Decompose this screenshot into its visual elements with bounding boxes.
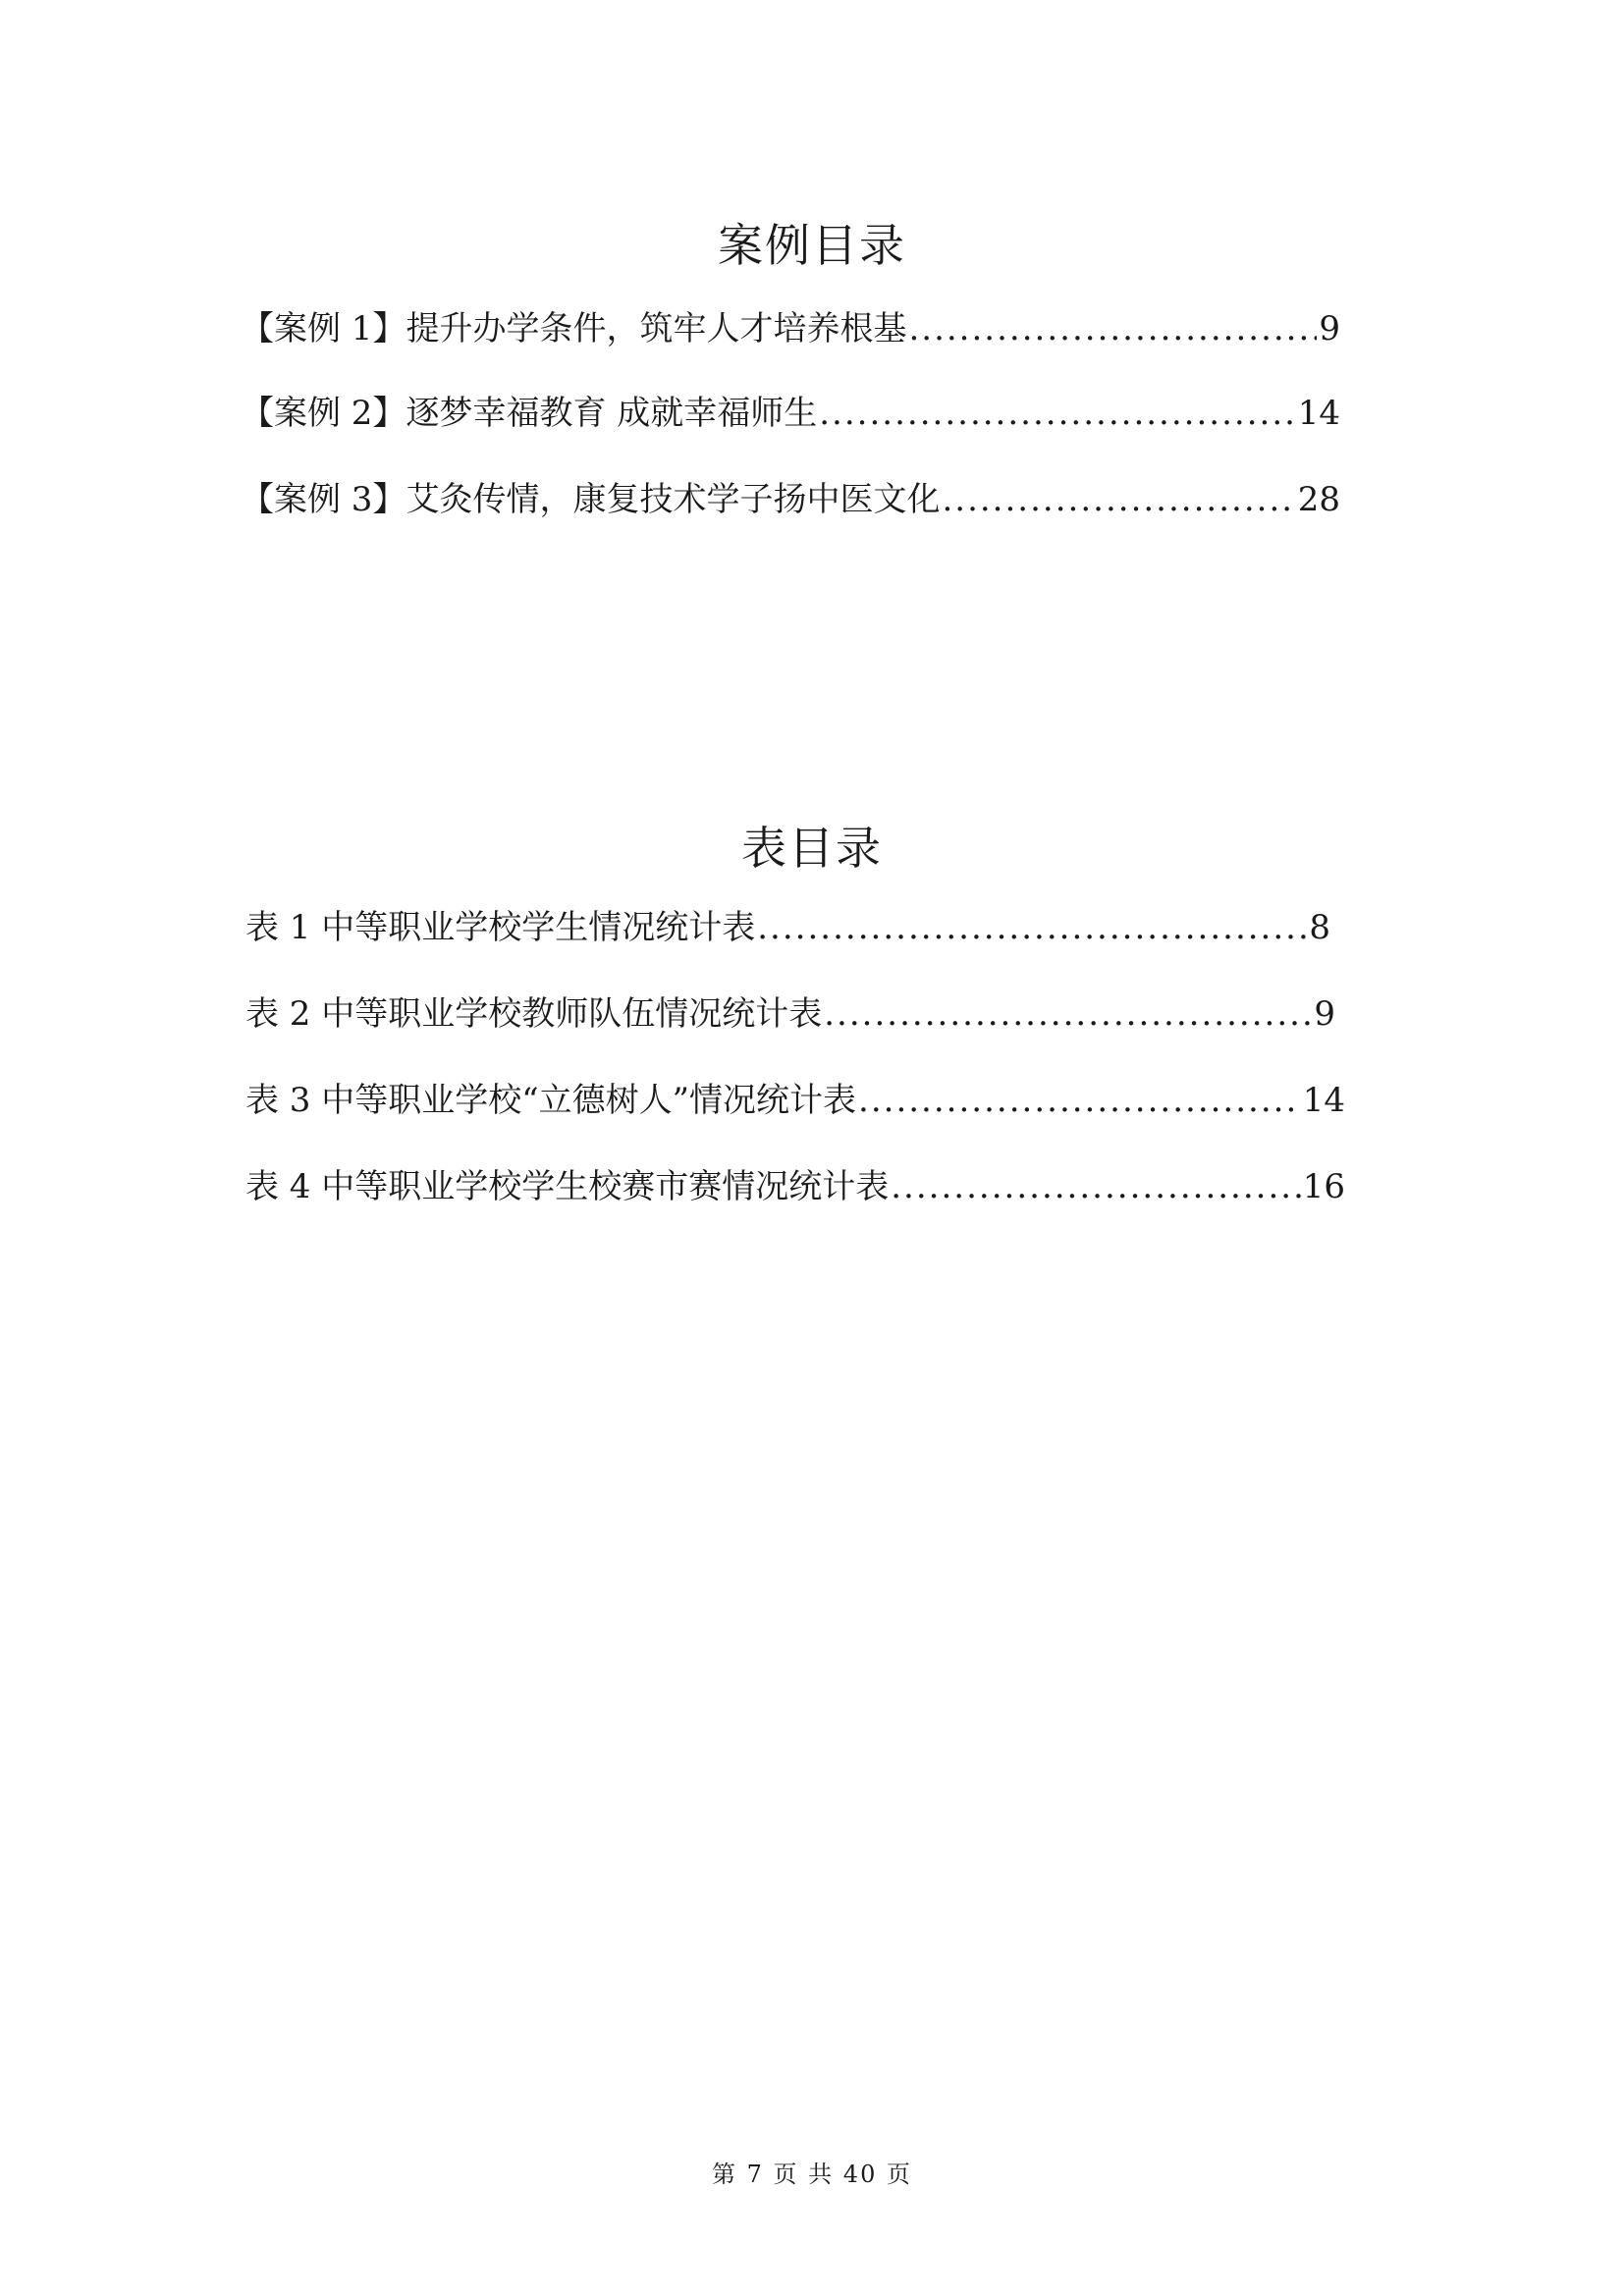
page-footer: 第 7 页 共 40 页: [712, 2161, 912, 2188]
toc-entry-page: 9: [1314, 994, 1335, 1034]
case-toc-entry[interactable]: [241, 475, 1340, 524]
case-toc-entry[interactable]: [241, 304, 1340, 353]
toc-entry-label: 表 2 中等职业学校教师队伍情况统计表: [245, 994, 823, 1034]
toc-dot-leader: [824, 989, 1312, 1039]
table-toc-entry[interactable]: [245, 903, 1330, 952]
toc-entry-label: 表 3 中等职业学校“立德树人”情况统计表: [245, 1081, 857, 1120]
toc-entry-label: 【案例 3】艾灸传情，康复技术学子扬中医文化: [241, 480, 941, 519]
table-toc-entry[interactable]: [245, 989, 1335, 1039]
toc-entry-page: 9: [1319, 309, 1340, 348]
case-toc-entry[interactable]: [241, 389, 1340, 438]
toc-dot-leader: [757, 903, 1307, 952]
toc-entry-page: 16: [1302, 1167, 1345, 1206]
toc-dot-leader: [891, 1162, 1300, 1211]
toc-entry-page: 14: [1302, 1081, 1345, 1120]
toc-entry-label: 表 4 中等职业学校学生校赛市赛情况统计表: [245, 1167, 890, 1206]
toc-entry-label: 【案例 1】提升办学条件，筑牢人才培养根基: [241, 309, 907, 348]
table-toc-entry[interactable]: [245, 1162, 1345, 1211]
toc-dot-leader: [819, 389, 1295, 438]
toc-entry-page: 14: [1297, 394, 1340, 433]
toc-dot-leader: [858, 1076, 1301, 1125]
table-toc-title: 表目录: [741, 822, 883, 875]
toc-dot-leader: [942, 475, 1295, 524]
toc-entry-page: 8: [1309, 908, 1330, 947]
toc-entry-label: 表 1 中等职业学校学生情况统计表: [245, 908, 756, 947]
toc-dot-leader: [908, 304, 1317, 353]
toc-entry-label: 【案例 2】逐梦幸福教育 成就幸福师生: [241, 394, 818, 433]
table-toc-entry[interactable]: [245, 1076, 1345, 1125]
toc-entry-page: 28: [1297, 480, 1340, 519]
case-toc-title: 案例目录: [718, 219, 906, 272]
